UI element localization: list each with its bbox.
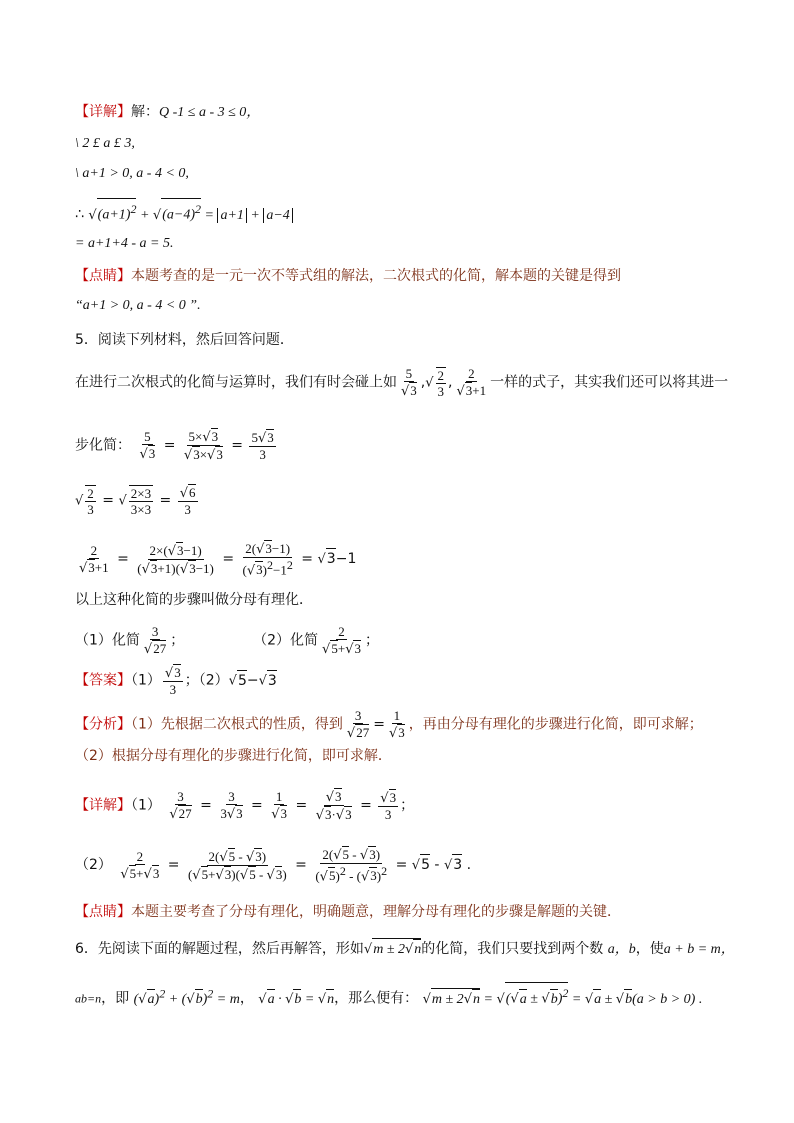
comment-label-2: 【点睛】 — [75, 904, 131, 920]
comment-1-condition: “a+1 > 0, a - 4 < 0 ”. — [75, 298, 201, 313]
detail-line-3: \ a+1 > 0, a - 4 < 0, — [75, 166, 189, 181]
detail-label: 【详解】 — [75, 104, 131, 120]
q5-comment — [75, 902, 621, 922]
analysis-label: 【分析】 — [75, 716, 131, 733]
q5-detail-1: 【详解】（1） $\frac{3}{√27}$ = $\frac{3}{3√3}$ = $\frac{1}{√3}$ = $\frac{√3}{√3\cdot√3}$ = $\frac{√3}{3}$ ； — [75, 789, 415, 823]
q6-result: $√m \pm 2√n = √(√a \pm √b)^2 = √a \pm √b(a > b > 0)$ . — [423, 992, 703, 1007]
q6-sum-eq: a + b = m， — [663, 942, 735, 957]
q5-q2-prefix: （2）化简 — [253, 632, 319, 649]
q5-summary: 以上这种化简的步骤叫做分母有理化． — [75, 592, 313, 608]
q5-questions: （1）化简 $\frac{3}{√27}$ ； （2）化简 $\frac{2}{√5+√3}$ ； — [75, 624, 379, 657]
q5-q1-prefix: （1）化简 — [75, 632, 140, 649]
frac-sqrt-2-3: $\frac{2}{3}$ — [437, 367, 445, 399]
detail-line-2: \ 2 £ a £ 3, — [75, 136, 135, 151]
q6-text-c: ，使 — [635, 941, 664, 957]
analysis-1a: （1）先根据二次根式的性质，得到 — [131, 716, 343, 733]
q5-intro: 在进行二次根式的化简与运算时，我们有时会碰上如 $\frac{5}{√3}$ ,√ $\frac{2}{3}$ , $\frac{2}{√3+1}$ 一样的式子，其实我们还可以将其进一 — [75, 366, 729, 399]
semicolon-2: ； — [364, 632, 379, 649]
q6-text-d: ，即 — [101, 990, 130, 1007]
comment-label: 【点睛】 — [75, 268, 131, 284]
q5-comment-text: 本题主要考查了分母有理化，明确题意，理解分母有理化的步骤是解题的关键． — [131, 904, 621, 920]
q6-square-eq: $(√a)^2 + (√b)^2 = m$ — [134, 992, 240, 1007]
detail-1-prefix: （1） — [131, 797, 161, 814]
q6-line-1: 6．先阅读下面的解题过程，然后再解答，形如√m ± 2√n的化简，我们只要找到两个数 a，b，使a + b = m， — [75, 938, 735, 960]
q5-intro-text-a: 在进行二次根式的化简与运算时，我们有时会碰上如 — [75, 374, 397, 391]
q5-step-2: √ $\frac{2}{3}$ = √ $\frac{2\times 3}{3\times 3}$ = $\frac{√6}{3}$ — [75, 485, 196, 517]
analysis-1b: ，再由分母有理化的步骤进行化简，即可求解； — [408, 716, 703, 733]
q6-text-b: 的化简，我们只要找到两个数 — [421, 941, 604, 957]
detail-solve-prefix: 解： — [131, 104, 159, 120]
therefore-symbol: ∴ — [75, 206, 84, 223]
q6-text-e: ，那么便有： — [334, 990, 419, 1007]
q6-line-2: ab=n，即 $(√a)^2 + (√b)^2 = m$， √a · √b = √n，那么便有： $√m \pm 2√n = √(√a \pm √b)^2 = √a \pm √b(a > b > 0)$ . — [75, 982, 702, 1010]
q5-analysis-2: （2）根据分母有理化的步骤进行化简，即可求解． — [75, 748, 392, 764]
comment-1 — [75, 266, 621, 286]
comment-text: 本题考查的是一元一次不等式组的解法，二次根式的化简，解本题的关键是得到 — [131, 268, 621, 284]
answer-2-prefix: ；（2） — [184, 672, 229, 689]
detail-line-4 — [75, 198, 293, 226]
q5-intro-text-b: 一样的式子，其实我们还可以将其进一 — [490, 374, 729, 391]
q5-step-1: 步化简： $\frac{5}{√3}$ = $\frac{5\times√3}{√3\times√3}$ = $\frac{5√3}{3}$ — [75, 429, 274, 463]
inequality-1: Q -1 ≤ a - 3 ≤ 0， — [159, 105, 261, 120]
detail-line-5: = a+1+4 - a = 5. — [75, 236, 174, 251]
answer-label: 【答案】 — [75, 672, 131, 689]
q6-vars: a，b — [607, 942, 636, 957]
frac-5-sqrt3: $\frac{5}{√3}$ — [401, 366, 417, 399]
detail-2-prefix: （2） — [75, 857, 112, 874]
q5-answer: 【答案】（1） $\frac{√3}{3}$ ；（2）√5−√3 — [75, 665, 277, 697]
q5-analysis-1: 【分析】（1）先根据二次根式的性质，得到 $\frac{3}{√27}$ = $\frac{1}{√3}$ ，再由分母有理化的步骤进行化简，即可求解； — [75, 708, 703, 741]
semicolon-1: ； — [170, 632, 185, 649]
step-prefix: 步化简： — [75, 437, 131, 454]
sqrt-identity: $√(a+1)^2 + √(a-4)^2 = a+1 + a-4$ — [88, 208, 292, 223]
q6-text-a: 6．先阅读下面的解题过程，然后再解答，形如 — [75, 941, 364, 957]
q5-detail-2: （2） $\frac{2}{√5+√3}$ = $\frac{2(√5 - √3)}{(√5+√3)(√5 - √3)}$ = $\frac{2(√5 - √3)}{(√5)^2 - (√3)^2}$ = √5 - √3 . — [75, 847, 472, 885]
q6-product: ab=n — [75, 991, 102, 1006]
detail-line-1 — [75, 102, 260, 123]
answer-1-prefix: （1） — [131, 672, 161, 689]
q5-step-3: $\frac{2}{√3+1}$ = $\frac{2\times(√3-1)}{(√3+1)(√3-1)}$ = $\frac{2(√3-1)}{(√3)^2-1^2}$ = √3−1 — [79, 541, 357, 579]
q5-title: 5．阅读下列材料，然后回答问题． — [75, 332, 294, 348]
q6-product-eq: √a · √b = √n — [258, 992, 334, 1007]
frac-2-sqrt3-plus1: $\frac{2}{√3+1}$ — [456, 366, 487, 399]
detail-label-2: 【详解】 — [75, 797, 131, 814]
